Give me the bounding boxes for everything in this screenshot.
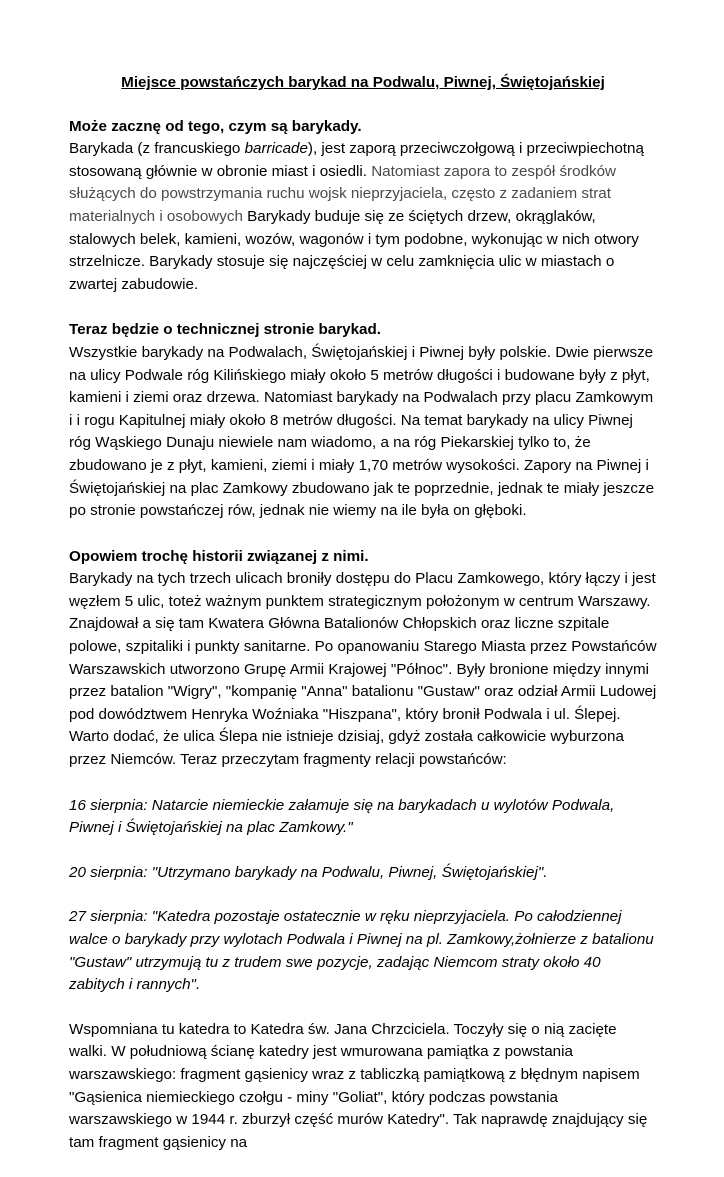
quote-aug-16: 16 sierpnia: Natarcie niemieckie załamuje się na barykadach u wylotów Podwala, Piwnej i Świętojańskiej na plac Zamkowy."	[69, 796, 615, 837]
section-heading: Opowiem trochę historii związanej z nimi.	[69, 547, 369, 565]
section-body: Wspomniana tu katedra to Katedra św. Jana Chrzciciela. Toczyły się o nią zacięte walki. W południową ścianę katedry jest wmurowana pamiątka z powstania warszawskiego: fragment gąsienicy wraz z tabliczką pamiątkową z błędnym napisem "Gąsienica niemieckiego czołgu - miny "Goliat", który podczas powstania warszawskiego w 1944 r. zburzył część murów Katedry". Tak naprawdę znajdujący się tam fragment gąsienicy na	[69, 1020, 648, 1151]
document-title: Miejsce powstańczych barykad na Podwalu, Piwnej, Świętojańskiej	[121, 74, 605, 91]
section-body	[69, 138, 657, 296]
section-history	[69, 546, 657, 772]
section-body: Barykady na tych trzech ulicach broniły dostępu do Placu Zamkowego, który łączy i jest węzłem 5 ulic, toteż ważnym punktem strategicznym położonym w centrum Warszawy. Znajdował a się tam Kwatera Główna Batalionów Chłopskich oraz liczne szpitale polowe, szpitaliki i punkty sanitarne. Po opanowaniu Starego Miasta przez Powstańców Warszawskich utworzono Grupę Armii Krajowej "Północ". Były bronione między innymi przez batalion "Wigry", "kompanię "Anna" batalionu "Gustaw" oraz odział Armii Ludowej pod dowództwem Henryka Woźniaka "Hiszpana", który bronił Podwala i ul. Ślepej. Warto dodać, że ulica Ślepa nie istnieje dzisiaj, gdyż została całkowicie wyburzona przez Niemców. Teraz przeczytam fragmenty relacji powstańców:	[69, 570, 657, 769]
section-heading: Teraz będzie o technicznej stronie barykad.	[69, 321, 381, 339]
section-barricades-definition	[69, 116, 657, 297]
quote-aug-27: 27 sierpnia: "Katedra pozostaje ostatecznie w ręku nieprzyjaciela. Po całodziennej walce o barykady przy wylotach Podwala i Piwnej na pl. Zamkowy,żołnierze z batalionu "Gustaw" utrzymują tu z trudem swe pozycje, zadając Niemcom straty około 40 zabitych i rannych".	[69, 908, 654, 994]
section-cathedral	[69, 1019, 657, 1155]
section-body: Wszystkie barykady na Podwalach, Świętojańskiej i Piwnej były polskie. Dwie pierwsze na ulicy Podwale róg Kilińskiego miały około 5 metrów długości i budowane były z płyt, kamieni i ziemi oraz drzewa. Natomiast barykady na Podwalach przy placu Zamkowym i i rogu Kapitulnej miały około 8 metrów długości. Na temat barykady na ulicy Piwnej róg Wąskiego Dunaju niewiele nam wiadomo, a na róg Piekarskiej tylko to, że zbudowano je z płyt, kamieni, ziemi i miały 1,70 metrów wysokości. Zapory na Piwnej i Świętojańskiej na plac Zamkowy zbudowano jak te poprzednie, jednak te miały jeszcze po stronie powstańczej rów, jednak nie wiemy na ile była on głęboki.	[69, 343, 655, 520]
body-text: ), jest zaporą przeciwczołgową i przeciwpiechotną stosowaną głównie w obronie miast i osiedli.	[69, 140, 644, 180]
section-technical	[69, 319, 657, 522]
quote-aug-20: 20 sierpnia: "Utrzymano barykady na Podwalu, Piwnej, Świętojańskiej".	[69, 863, 548, 881]
body-text: Barykady buduje się ze ściętych drzew, okrąglaków, stalowych belek, kamieni, wozów, wagonów i tym podobne, wykonując w nich otwory strzelnicze. Barykady stosuje się najczęściej w celu zamknięcia ulic w miastach o zwartej zabudowie.	[69, 207, 639, 293]
gray-text: Natomiast zapora to zespół środków służących do powstrzymania ruchu wojsk nieprzyjaciela, często z zadaniem strat materialnych i osobowych	[69, 162, 617, 225]
document-page	[69, 72, 657, 1177]
section-heading: Może zacznę od tego, czym są barykady.	[69, 117, 362, 135]
body-text: Barykada (z francuskiego	[69, 140, 245, 158]
italic-term: barricade	[244, 140, 308, 158]
